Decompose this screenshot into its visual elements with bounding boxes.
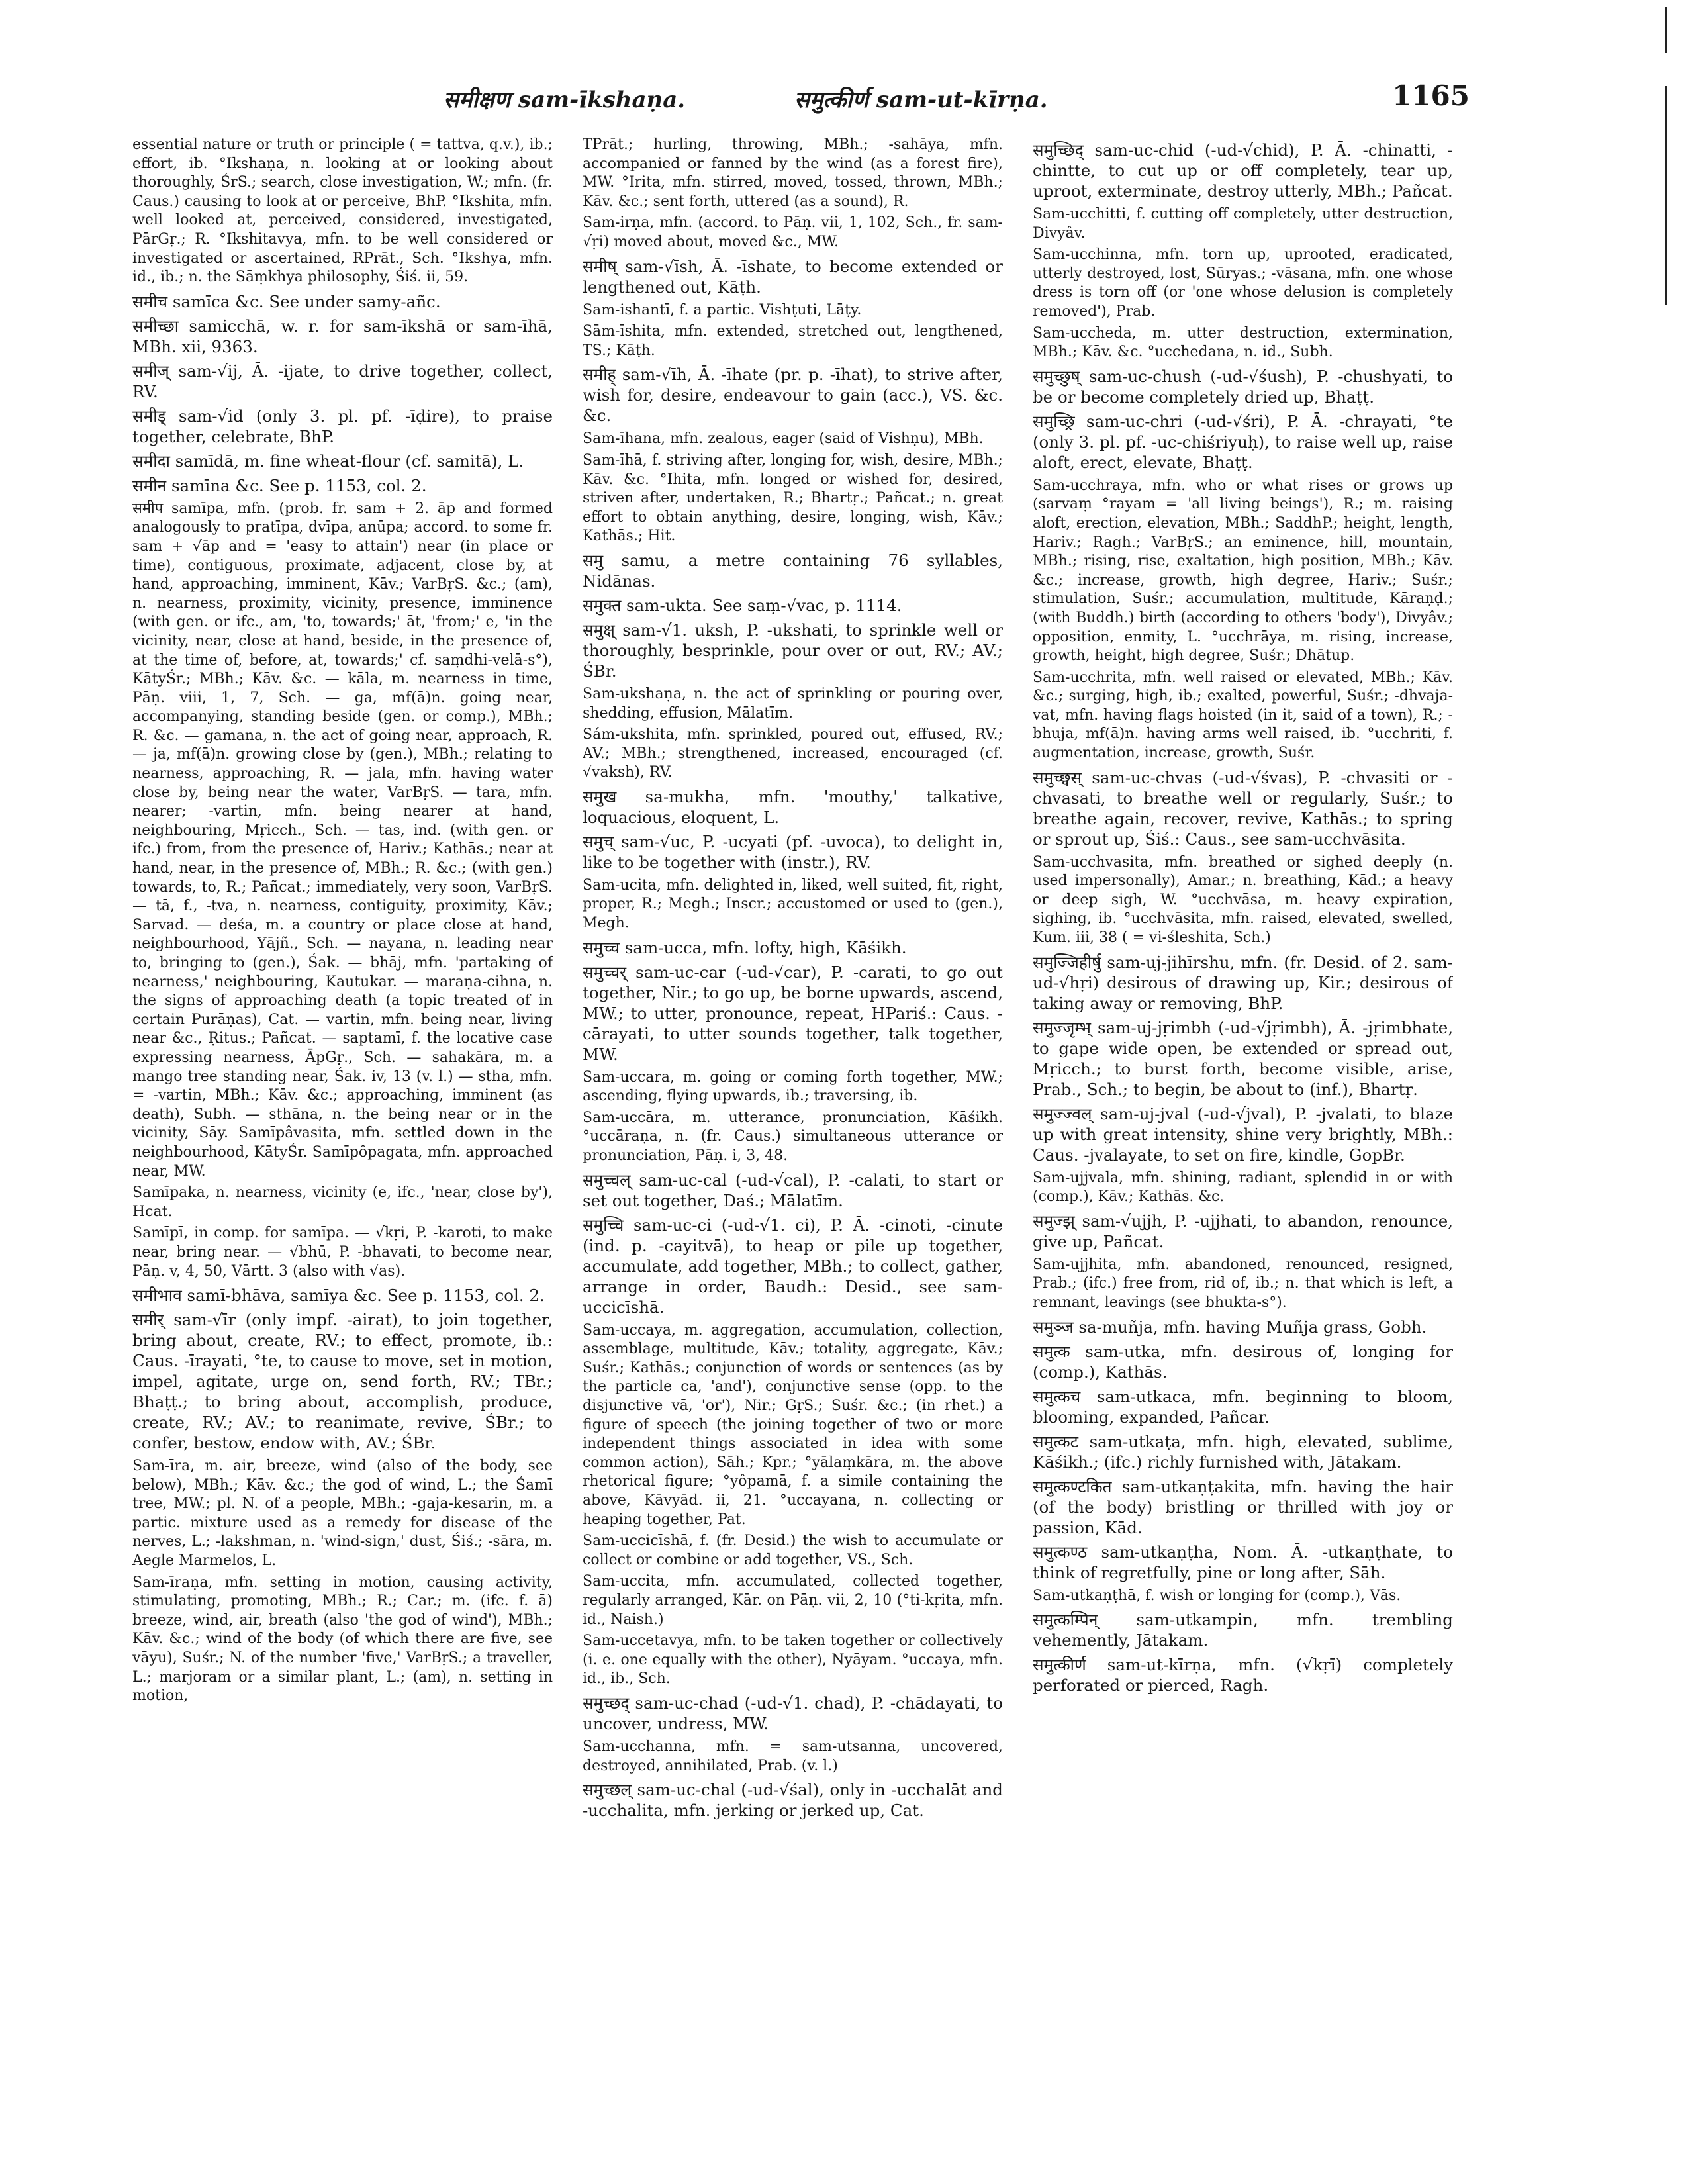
dictionary-entry: Sam-uccāra, m. utterance, pronunciation, Kāśikh. °uccāraṇa, n. (fr. Caus.) simultaneous utterance or pronunciation, Pāṇ. i, 3, 48. — [583, 1109, 1003, 1164]
dictionary-entry: Samīpī, in comp. for samīpa. — √kṛi, P. -karoti, to make near, bring near. — √bhū, P. -bhavati, to become near, Pāṇ. v, 4, 50, Vārtt. 3 (also with √as). — [132, 1225, 553, 1280]
dictionary-entry: समुज्झ् sam-√ujjh, P. -ujjhati, to abandon, renounce, give up, Pañcat. — [1033, 1211, 1453, 1251]
dictionary-entry: समीप samīpa, mfn. (prob. fr. sam + 2. āp and formed analogously to pratīpa, dvīpa, anūpa; accord. to some fr. sam + √āp and = 'easy to attain') near (in place or time), contiguous, proximate, adjacent, close by, at hand, approaching, imminent, Kāv.; VarBṛS. &c.; (am), n. nearness, proximity, vicinity, presence, imminence (with gen. or ifc., am, 'to, towards;' āt, 'from;' e, 'in the vicinity, near, close at hand, beside, in the presence of, at the time of, before, at, towards;' cf. saṃdhi-velā-s°), KātyŚr.; MBh.; Kāv. &c. — kāla, m. nearness in time, Pāṇ. viii, 1, 7, Sch. — ga, mf(ā)n. going near, accompanying, standing beside (gen. or comp.), MBh.; R. &c. — gamana, n. the act of going near, approach, R. — ja, mf(ā)n. growing close by (gen.), MBh.; relating to nearness, approaching, R. — jala, mfn. having water close by, being near the water, VarBṛS. — tara, mfn. nearer; -vartin, mfn. being nearer at hand, neighbouring, Mṛicch., Sch. — tas, ind. (with gen. or ifc.) from, from the presence of, Hariv.; Kathās.; near at hand, near, in the presence of, MBh.; R. &c.; (with gen.) towards, to, R.; Pañcat.; immediately, very soon, VarBṛS. — tā, f., -tva, n. nearness, contiguity, proximity, Kāv.; Sarvad. — deśa, m. a country or place close at hand, neighbourhood, Yājñ., Sch. — nayana, n. leading near to, bringing to (gen.), Śak. — bhāj, mfn. 'partaking of nearness,' neighbouring, Kautukar. — maraṇa-cihna, n. the signs of approaching death (a topic treated of in certain Purāṇas), Cat. — vartin, mfn. being near, living near &c., Ṛitus.; Pañcat. — saptamī, f. the locative case expressing nearness, ĀpGṛ., Sch. — sahakāra, m. a mango tree standing near, Śak. iv, 13 (v. l.) — stha, mfn. = -vartin, MBh.; Kāv. &c.; approaching, imminent (as death), Subh. — sthāna, n. the being near or in the vicinity, Sāy. Samīpâvasita, mfn. settled down in the neighbourhood, KātyŚr. Samīpôpagata, mfn. approached near, MW. — [132, 500, 553, 1180]
dictionary-entry: Sam-ujjvala, mfn. shining, radiant, splendid in or with (comp.), Kāv.; Kathās. &c. — [1033, 1169, 1453, 1206]
dictionary-entry: Sam-uccita, mfn. accumulated, collected together, regularly arranged, Kār. on Pāṇ. vii, 2, 10 (°ti-kṛita, mfn. id., Naish.) — [583, 1573, 1003, 1628]
margin-rule — [1665, 86, 1667, 305]
column-3 — [1033, 136, 1453, 2148]
dictionary-entry: Sam-uccicīshā, f. (fr. Desid.) the wish to accumulate or collect or combine or add together, VS., Sch. — [583, 1533, 1003, 1568]
dictionary-entry: Sam-uccetavya, mfn. to be taken together or collectively (i. e. one equally with the other), Nyāyam. °uccaya, mfn. id., ib., Sch. — [583, 1633, 1003, 1687]
dictionary-entry: Sam-ishantī, f. a partic. Vishṭuti, Lāṭy. — [583, 301, 862, 318]
dictionary-entry: समुच्छ्रि sam-uc-chri (-ud-√śri), P. Ā. -chrayati, °te (only 3. pl. pf. -uc-chiśriyuḥ), to raise well up, raise aloft, erect, elevate, Bhaṭṭ. — [1033, 411, 1453, 472]
dictionary-entry: Sam-ucchrita, mfn. well raised or elevated, MBh.; Kāv. &c.; surging, high, ib.; exalted, powerful, Suśr.; -dhvaja-vat, mfn. having flags hoisted (in it, said of a town), R.; -bhuja, mf(ā)n. having arms well raised, ib. °ucchriti, f. augmentation, increase, growth, Suśr. — [1033, 669, 1453, 762]
dictionary-entry: समुज्जृम्भ् sam-uj-jṛimbh (-ud-√jṛimbh), Ā. -jṛimbhate, to gape wide open, be extended or spread out, Mṛicch.; to burst forth, become visible, arise, Prab., Sch.; to begin, be about to (inf.), Bhartṛ. — [1033, 1018, 1453, 1099]
page-number: 1165 — [1392, 79, 1470, 112]
dictionary-entry: TPrāt.; hurling, throwing, MBh.; -sahāya, mfn. accompanied or fanned by the wind (as a forest fire), MW. °Irita, mfn. stirred, moved, tossed, thrown, MBh.; Kāv. &c.; sent forth, uttered (as a sound), R. — [583, 136, 1003, 210]
dictionary-entry: समुच्चर् sam-uc-car (-ud-√car), P. -carati, to go out together, Nir.; to go up, be borne upwards, ascend, MW.; to utter, pronounce, repeat, HPariś.: Caus. -cārayati, to utter sounds together, talk together, MW. — [583, 962, 1003, 1064]
dictionary-entry: Sam-uccara, m. going or coming forth together, MW.; ascending, flying upwards, ib.; traversing, ib. — [583, 1068, 1003, 1105]
running-head-right: समुत्कीर्ण sam-ut-kīrṇa. — [794, 87, 1048, 113]
dictionary-entry: समीन samīna &c. See p. 1153, col. 2. — [132, 475, 427, 495]
dictionary-entry: Sam-īhana, mfn. zealous, eager (said of Vishṇu), MBh. — [583, 430, 984, 448]
running-head-left: समीक्षण sam-īkshaṇa. — [444, 87, 686, 113]
dictionary-entry: समुञ्ज sa-muñja, mfn. having Muñja grass, Gobh. — [1033, 1317, 1427, 1337]
dictionary-entry: समुक्ष् sam-√1. uksh, P. -ukshati, to sprinkle well or thoroughly, besprinkle, pour over or out, RV.; AV.; ŚBr. — [583, 620, 1003, 681]
dictionary-entry: Sam-utkaṇṭhā, f. wish or longing for (comp.), Vās. — [1033, 1587, 1401, 1604]
dictionary-entry: समीच samīca &c. See under samy-añc. — [132, 291, 441, 311]
dictionary-entry: Sam-īhā, f. striving after, longing for, wish, desire, MBh.; Kāv. &c. °Ihita, mfn. longed or wished for, desired, striven after, undertaken, R.; Bhartṛ.; Pañcat.; n. great effort to obtain anything, desire, longing, wish, Kāv.; Kathās.; Hit. — [583, 451, 1003, 545]
column-1 — [132, 136, 553, 2148]
dictionary-entry: समुत्कीर्ण sam-ut-kīrṇa, mfn. (√kṛī) completely perforated or pierced, Ragh. — [1033, 1655, 1453, 1695]
dictionary-entry: Sām-īshita, mfn. extended, stretched out, lengthened, TS.; Kāṭh. — [583, 323, 1003, 359]
dictionary-entry: समुच् sam-√uc, P. -ucyati (pf. -uvoca), to delight in, like to be together with (instr.), RV. — [583, 831, 1003, 872]
dictionary-entry: समीदा samīdā, m. fine wheat-flour (cf. samitā), L. — [132, 451, 524, 471]
dictionary-entry: समीर् sam-√īr (only impf. -airat), to join together, bring about, create, RV.; to effect, promote, ib.: Caus. -īrayati, °te, to cause to move, set in motion, impel, agitate, urge on, send forth, RV.; TBr.; Bhaṭṭ.; to bring about, accomplish, produce, create, RV.; AV.; to reanimate, revive, ŚBr.; to confer, bestow, endow with, AV.; ŚBr. — [132, 1310, 553, 1453]
dictionary-entry: Sam-ukshaṇa, n. the act of sprinkling or pouring over, shedding, effusion, Mālatīm. — [583, 685, 1003, 722]
dictionary-entry: Sam-uccheda, m. utter destruction, extermination, MBh.; Kāv. &c. °ucchedana, n. id., Subh. — [1033, 324, 1453, 361]
dictionary-entry: समुच्छ्वस् sam-uc-chvas (-ud-√śvas), P. -chvasiti or -chvasati, to breathe well or regularly, Suśr.; to breathe again, recover, revive, Kathās.; to spring or sprout up, Śiś.: Caus., see sam-ucchvāsita. — [1033, 767, 1453, 849]
dictionary-entry: समुज्ज्वल् sam-uj-jval (-ud-√jval), P. -jvalati, to blaze up with great intensity, shine very brightly, MBh.: Caus. -jvalayate, to set on fire, kindle, GopBr. — [1033, 1104, 1453, 1164]
dictionary-entry: समुत्कण्टकित sam-utkaṇṭakita, mfn. having the hair (of the body) bristling or thrilled with joy or passion, Kād. — [1033, 1476, 1453, 1537]
dictionary-entry: समीड् sam-√id (only 3. pl. pf. -īḍire), to praise together, celebrate, BhP. — [132, 406, 553, 446]
dictionary-entry: समीज् sam-√ij, Ā. -ijate, to drive together, collect, RV. — [132, 361, 553, 401]
dictionary-entry: समुज्जिहीर्षु sam-uj-jihīrshu, mfn. (fr. Desid. of 2. sam-ud-√hṛi) desirous of drawing up, Kir.; desirous of taking away or removing, BhP. — [1033, 952, 1453, 1013]
dictionary-entry: Sam-ucchanna, mfn. = sam-utsanna, uncovered, destroyed, annihilated, Prab. (v. l.) — [583, 1738, 1003, 1774]
dictionary-entry: Sam-ucchvasita, mfn. breathed or sighed deeply (n. used impersonally), Amar.; n. breathing, Kād.; a heavy or deep sigh, W. °ucchvāsa, m. heavy expiration, sighing, ib. °ucchvāsita, mfn. raised, elevated, swelled, Kum. iii, 38 ( = vi-śleshita, Sch.) — [1033, 853, 1453, 947]
dictionary-entry: समुत्कच sam-utkaca, mfn. beginning to bloom, blooming, expanded, Pañcar. — [1033, 1386, 1453, 1427]
dictionary-entry: Sam-ucchinna, mfn. torn up, uprooted, eradicated, utterly destroyed, lost, Sūryas.; -vāsana, mfn. one whose dress is torn off (or 'one whose delusion is completely removed'), Prab. — [1033, 246, 1453, 320]
dictionary-entry: Samīpaka, n. nearness, vicinity (e, ifc., 'near, close by'), Hcat. — [132, 1184, 553, 1220]
dictionary-entry: समुच्छिद् sam-uc-chid (-ud-√chid), P. Ā. -chinatti, -chintte, to cut up or off completely, tear up, uproot, exterminate, destroy utterly, MBh.; Pañcat. — [1033, 140, 1453, 201]
dictionary-entry: समीह् sam-√īh, Ā. -īhate (pr. p. -īhat), to strive after, wish for, desire, endeavour to gain (acc.), VS. &c. &c. — [583, 365, 1003, 426]
dictionary-entry: समु samu, a metre containing 76 syllables, Nidānas. — [583, 550, 1003, 591]
dictionary-entry: Sam-īraṇa, mfn. setting in motion, causing activity, stimulating, promoting, MBh.; R.; Car.; m. (ifc. f. ā) breeze, wind, air, breath (also 'the god of wind'), MBh.; Kāv. &c.; wind of the body (of which there are five, see vāyu), Suśr.; N. of the number 'five,' VarBṛS.; a traveller, L.; marjoram or a similar plant, L.; (am), n. setting in motion, — [132, 1574, 553, 1705]
dictionary-entry: Sam-uccaya, m. aggregation, accumulation, collection, assemblage, multitude, Kāv.; totality, aggregate, Kāv.; Suśr.; Kathās.; conjunction of words or sentences (as by the particle ca, 'and'), conjunctive sense (opp. to the disjunctive vā, 'or'), Nir.; GṛS.; Suśr. &c.; (in rhet.) a figure of speech (the joining together of two or more independent things associated in idea with some common action), Sāh.; Kpr.; °yālaṃkāra, m. the above rhetorical figure; °yôpamā, f. a simile containing the above, Kāvyād. ii, 21. °uccayana, n. collecting or heaping together, Pat. — [583, 1321, 1003, 1528]
dictionary-entry: समुक्त sam-ukta. See saṃ-√vac, p. 1114. — [583, 595, 902, 615]
dictionary-entry: समुत्कम्पिन् sam-utkampin, mfn. trembling vehemently, Jātakam. — [1033, 1610, 1453, 1650]
dictionary-entry: समुच्च sam-ucca, mfn. lofty, high, Kāśikh. — [583, 937, 907, 957]
dictionary-entry: समुत्कट sam-utkaṭa, mfn. high, elevated, sublime, Kāśikh.; (ifc.) richly furnished with, Jātakam. — [1033, 1431, 1453, 1472]
column-2 — [583, 136, 1003, 2148]
dictionary-entry: समीच्छा samicchā, w. r. for sam-īkshā or sam-īhā, MBh. xii, 9363. — [132, 316, 553, 356]
dictionary-entry: समीभाव samī-bhāva, samīya &c. See p. 1153, col. 2. — [132, 1286, 545, 1306]
margin-rule — [1665, 7, 1667, 53]
dictionary-entry: समीष् sam-√īsh, Ā. -īshate, to become extended or lengthened out, Kāṭh. — [583, 256, 1003, 297]
dictionary-entry: Sam-ujjhita, mfn. abandoned, renounced, resigned, Prab.; (ifc.) free from, rid of, ib.; n. that which is left, a remnant, leavings (see bhukta-s°). — [1033, 1256, 1453, 1311]
dictionary-entry: समुच्चि sam-uc-ci (-ud-√1. ci), P. Ā. -cinoti, -cinute (ind. p. -cayitvā), to heap or pile up together, accumulate, add together, MBh.; to collect, gather, arrange in order, Baudh.: Desid., see sam-uccicīshā. — [583, 1215, 1003, 1317]
dictionary-entry: Sam-īra, m. air, breeze, wind (also of the body, see below), MBh.; Kāv. &c.; the god of wind, L.; the Śamī tree, MW.; pl. N. of a people, MBh.; -gaja-kesarin, m. a partic. mixture used as a remedy for disease of the nerves, L.; -lakshman, n. 'wind-sign,' dust, Śiś.; -sāra, m. Aegle Marmelos, L. — [132, 1458, 553, 1570]
dictionary-entry: समुच्छद् sam-uc-chad (-ud-√1. chad), P. -chādayati, to uncover, undress, MW. — [583, 1693, 1003, 1733]
dictionary-entry: समुख sa-mukha, mfn. 'mouthy,' talkative, loquacious, eloquent, L. — [583, 786, 1003, 827]
dictionary-entry: समुत्क sam-utka, mfn. desirous of, longing for (comp.), Kathās. — [1033, 1341, 1453, 1382]
dictionary-entry: Sám-ukshita, mfn. sprinkled, poured out, effused, RV.; AV.; MBh.; strengthened, increased, encouraged (cf. √vaksh), RV. — [583, 726, 1003, 781]
dictionary-entry: essential nature or truth or principle ( = tattva, q.v.), ib.; effort, ib. °Ikshaṇa, n. looking at or looking about thoroughly, ŚrS.; search, close investigation, W.; mfn. (fr. Caus.) causing to look at or perceive, BhP. °Ikshita, mfn. well looked at, perceived, considered, investigated, PārGṛ.; R. °Ikshitavya, mfn. to be well considered or investigated or ascertained, RPrāt., Sch. °Ikshya, mfn. id., ib.; n. the Sāṃkhya philosophy, Śiś. ii, 59. — [132, 136, 553, 286]
dictionary-entry: समुच्छुष् sam-uc-chush (-ud-√śush), P. -chushyati, to be or become completely dried up, Bhaṭṭ. — [1033, 366, 1453, 406]
dictionary-entry: Sam-ucita, mfn. delighted in, liked, well suited, fit, right, proper, R.; Megh.; Inscr.; accustomed or used to (gen.), Megh. — [583, 877, 1003, 932]
dictionary-entry: Sam-ucchitti, f. cutting off completely, utter destruction, Divyâv. — [1033, 206, 1453, 242]
running-header — [132, 78, 1470, 124]
dictionary-entry: समुच्चल् sam-uc-cal (-ud-√cal), P. -calati, to start or set out together, Daś.; Mālatīm. — [583, 1170, 1003, 1210]
dictionary-entry: समुच्छल् sam-uc-chal (-ud-√śal), only in -ucchalāt and -ucchalita, mfn. jerking or jerked up, Cat. — [583, 1780, 1003, 1821]
dictionary-entry: Sam-ucchraya, mfn. who or what rises or grows up (sarvaṃ °rayam = 'all living beings'), R.; m. raising aloft, erection, elevation, MBh.; SaddhP.; height, length, Hariv.; Ragh.; VarBṛS.; an eminence, hill, mountain, MBh.; rising, rise, exaltation, high position, MBh.; Kāv. &c.; increase, growth, high degree, Hariv.; Suśr.; stimulation, Suśr.; accumulation, multitude, Kāraṇḍ.; (with Buddh.) birth (according to others 'body'), Divyâv.; opposition, enmity, L. °ucchrāya, m. rising, increase, growth, height, high degree, Suśr.; Dhātup. — [1033, 477, 1453, 665]
dictionary-entry: Sam-irṇa, mfn. (accord. to Pāṇ. vii, 1, 102, Sch., fr. sam-√ṛi) moved about, moved &c., MW. — [583, 214, 1003, 250]
dictionary-entry: समुत्कण्ठ sam-utkaṇṭha, Nom. Ā. -utkaṇṭhate, to think of regretfully, pine or long after, Sāh. — [1033, 1542, 1453, 1582]
